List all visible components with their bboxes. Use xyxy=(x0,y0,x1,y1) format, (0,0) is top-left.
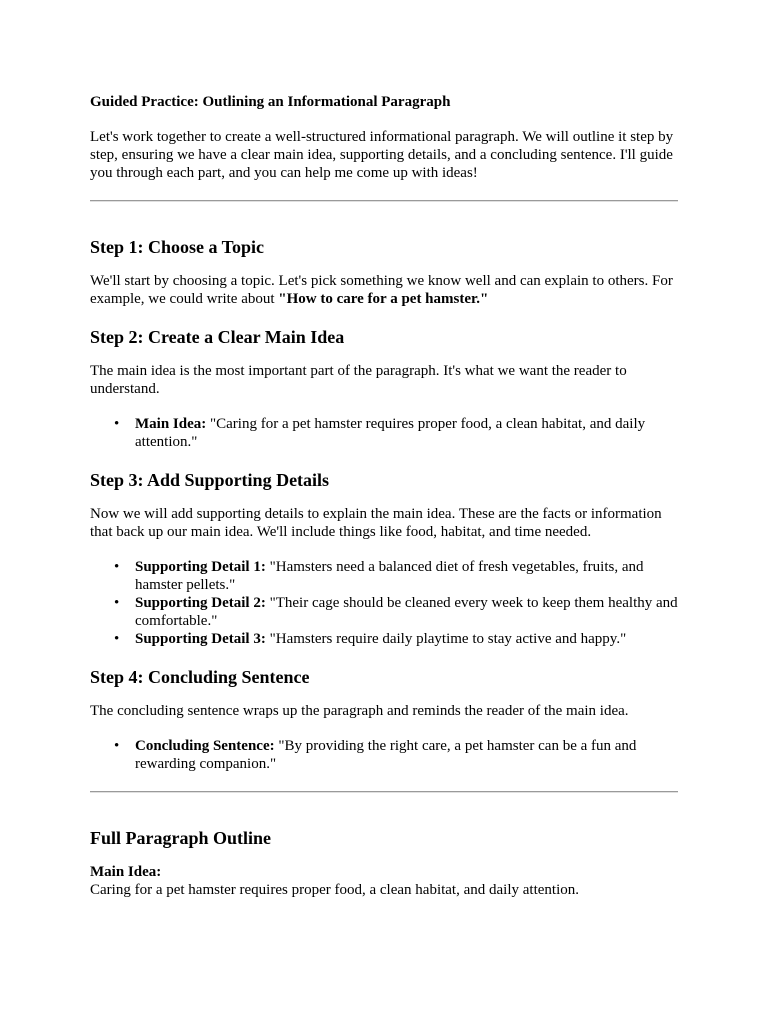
list-item-text: "Hamsters need a balanced diet of fresh vegetables, fruits, and hamster pellets." xyxy=(135,559,644,593)
list-item-text: "Hamsters require daily playtime to stay active and happy." xyxy=(265,631,627,647)
list-item-text: "By providing the right care, a pet hamster can be a fun and rewarding companion." xyxy=(135,738,637,772)
list-item xyxy=(135,594,680,630)
step4-paragraph: The concluding sentence wraps up the paragraph and reminds the reader of the main idea. xyxy=(90,703,629,719)
list-item-label: Concluding Sentence: xyxy=(135,738,275,754)
list-item xyxy=(135,737,680,773)
step1-topic: "How to care for a pet hamster." xyxy=(278,291,489,307)
intro-paragraph: Let's work together to create a well-structured informational paragraph. We will outline it step by step, ensuring we have a clear main idea, supporting details, and a concluding sentence. I'll guide you through each part, and you can help me come up with ideas! xyxy=(90,129,674,181)
list-item xyxy=(135,630,680,648)
outline-main-idea-text: Caring for a pet hamster requires proper food, a clean habitat, and daily attention. xyxy=(90,882,579,898)
step2-heading: Step 2: Create a Clear Main Idea xyxy=(90,327,345,347)
step3-paragraph: Now we will add supporting details to explain the main idea. These are the facts or information that back up our main idea. We'll include things like food, habitat, and time needed. xyxy=(90,506,662,540)
list-item-label: Supporting Detail 3: xyxy=(135,631,266,647)
list-item-label: Main Idea: xyxy=(135,416,207,432)
document-title: Guided Practice: Outlining an Informational Paragraph xyxy=(90,94,451,110)
list-item-text: "Their cage should be cleaned every week to keep them healthy and comfortable." xyxy=(135,595,678,629)
step4-list xyxy=(90,737,680,773)
outline-heading: Full Paragraph Outline xyxy=(90,828,272,848)
step1-paragraph xyxy=(90,272,680,308)
step2-paragraph: The main idea is the most important part of the paragraph. It's what we want the reader to understand. xyxy=(90,363,627,397)
divider xyxy=(90,791,678,793)
step3-heading: Step 3: Add Supporting Details xyxy=(90,470,330,490)
list-item-label: Supporting Detail 1: xyxy=(135,559,266,575)
step4-heading: Step 4: Concluding Sentence xyxy=(90,667,310,687)
step1-text: We'll start by choosing a topic. Let's pick something we know well and can explain to others. For example, we could write about xyxy=(90,273,673,307)
list-item xyxy=(135,558,680,594)
step2-list xyxy=(90,415,680,451)
list-item-text: "Caring for a pet hamster requires proper food, a clean habitat, and daily attention." xyxy=(135,416,646,450)
step1-heading: Step 1: Choose a Topic xyxy=(90,237,265,257)
list-item-label: Supporting Detail 2: xyxy=(135,595,266,611)
outline-main-idea-label: Main Idea: xyxy=(90,864,162,880)
list-item xyxy=(135,415,680,451)
step3-list xyxy=(90,558,680,648)
divider xyxy=(90,200,678,202)
document-page xyxy=(90,93,680,899)
